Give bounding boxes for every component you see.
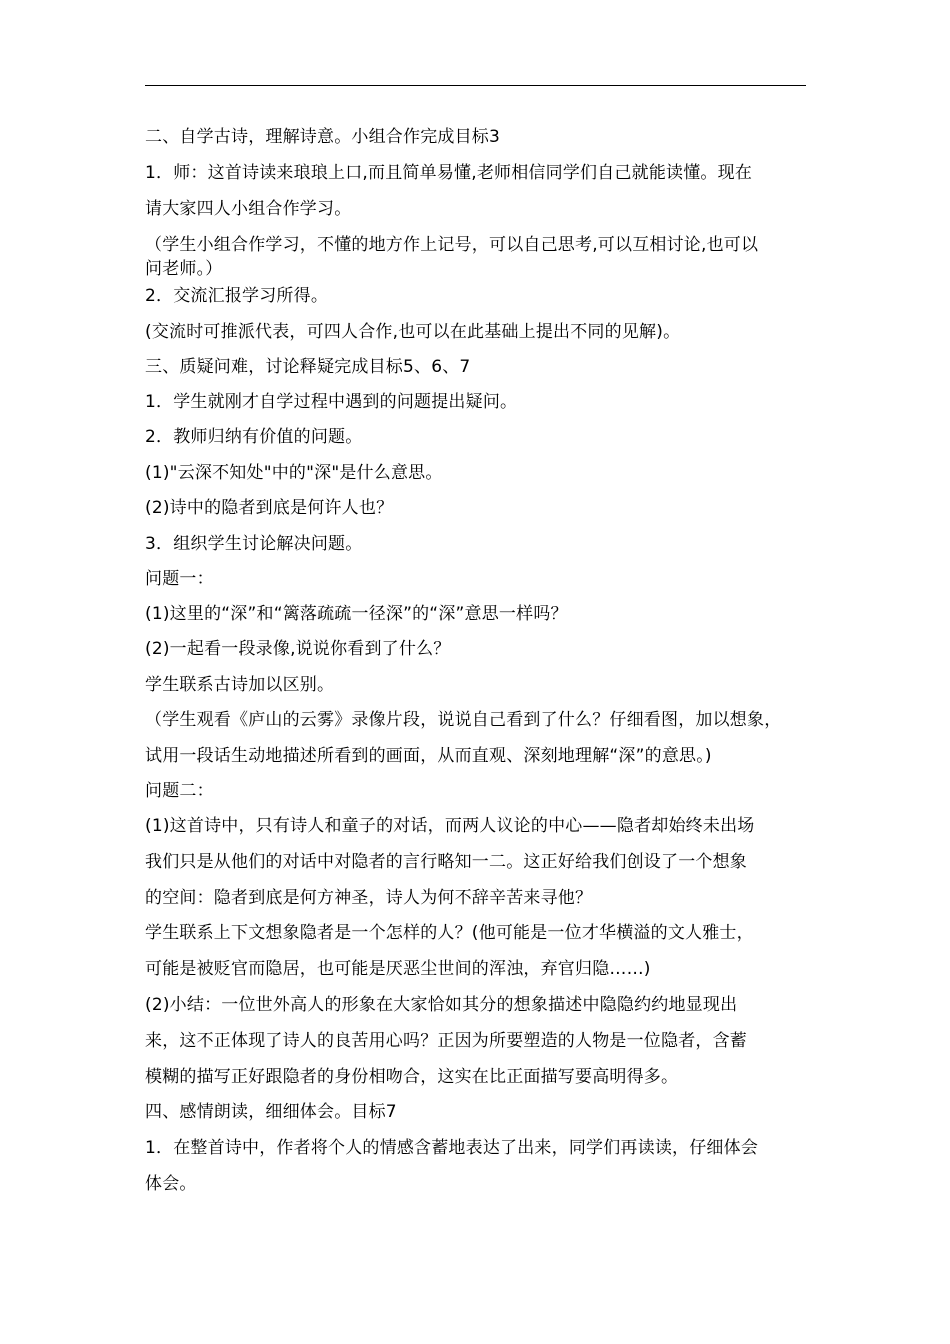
paragraph-line: 我们只是从他们的对话中对隐者的言行略知一二。这正好给我们创设了一个想象 bbox=[145, 852, 747, 872]
paragraph-line: （学生小组合作学习，不懂的地方作上记号，可以自己思考,可以互相讨论,也可以 bbox=[145, 235, 759, 255]
paragraph-line: 可能是被贬官而隐居，也可能是厌恶尘世间的浑浊，弃官归隐……) bbox=[145, 959, 651, 979]
paragraph-line: 模糊的描写正好跟隐者的身份相吻合，这实在比正面描写要高明得多。 bbox=[145, 1067, 679, 1087]
paragraph-line: (1)"云深不知处"中的"深"是什么意思。 bbox=[145, 463, 443, 483]
paragraph-line: 1．在整首诗中，作者将个人的情感含蓄地表达了出来，同学们再读读，仔细体会 bbox=[145, 1138, 759, 1158]
paragraph-line: (2)一起看一段录像,说说你看到了什么？ bbox=[145, 639, 451, 659]
section-heading: 三、质疑问难，讨论释疑完成目标5、6、7 bbox=[145, 357, 471, 377]
paragraph-line: (1)这里的“深”和“篱落疏疏一径深”的“深”意思一样吗？ bbox=[145, 604, 568, 624]
section-heading: 四、感情朗读，细细体会。目标7 bbox=[145, 1102, 397, 1122]
paragraph-line: (交流时可推派代表，可四人合作,也可以在此基础上提出不同的见解)。 bbox=[145, 322, 681, 342]
header-rule bbox=[145, 85, 806, 86]
paragraph-line: 试用一段话生动地描述所看到的画面，从而直观、深刻地理解“深”的意思。) bbox=[145, 746, 712, 766]
paragraph-line: 问题二： bbox=[145, 781, 214, 801]
paragraph-line: 问老师。） bbox=[145, 259, 223, 279]
paragraph-line: 2．教师归纳有价值的问题。 bbox=[145, 427, 363, 447]
paragraph-line: (1)这首诗中，只有诗人和童子的对话，而两人议论的中心——隐者却始终未出场 bbox=[145, 816, 755, 836]
paragraph-line: （学生观看《庐山的云雾》录像片段，说说自己看到了什么？仔细看图，加以想象， bbox=[145, 710, 782, 730]
paragraph-line: 问题一： bbox=[145, 569, 214, 589]
paragraph-line: 学生联系上下文想象隐者是一个怎样的人？(他可能是一位才华横溢的文人雅士， bbox=[145, 923, 754, 943]
section-heading: 二、自学古诗，理解诗意。小组合作完成目标3 bbox=[145, 127, 501, 147]
paragraph-line: 1．学生就刚才自学过程中遇到的问题提出疑问。 bbox=[145, 392, 518, 412]
paragraph-line: 1．师：这首诗读来琅琅上口,而且简单易懂,老师相信同学们自己就能读懂。现在 bbox=[145, 163, 753, 183]
paragraph-line: 学生联系古诗加以区别。 bbox=[145, 675, 335, 695]
paragraph-line: 的空间：隐者到底是何方神圣，诗人为何不辞辛苦来寻他？ bbox=[145, 888, 593, 908]
paragraph-line: (2)诗中的隐者到底是何许人也？ bbox=[145, 498, 394, 518]
paragraph-line: (2)小结：一位世外高人的形象在大家恰如其分的想象描述中隐隐约约地显现出 bbox=[145, 995, 738, 1015]
paragraph-line: 来，这不正体现了诗人的良苦用心吗？正因为所要塑造的人物是一位隐者，含蓄 bbox=[145, 1031, 747, 1051]
paragraph-line: 体会。 bbox=[145, 1174, 197, 1194]
paragraph-line: 2．交流汇报学习所得。 bbox=[145, 286, 329, 306]
paragraph-line: 3．组织学生讨论解决问题。 bbox=[145, 534, 363, 554]
paragraph-line: 请大家四人小组合作学习。 bbox=[145, 199, 352, 219]
